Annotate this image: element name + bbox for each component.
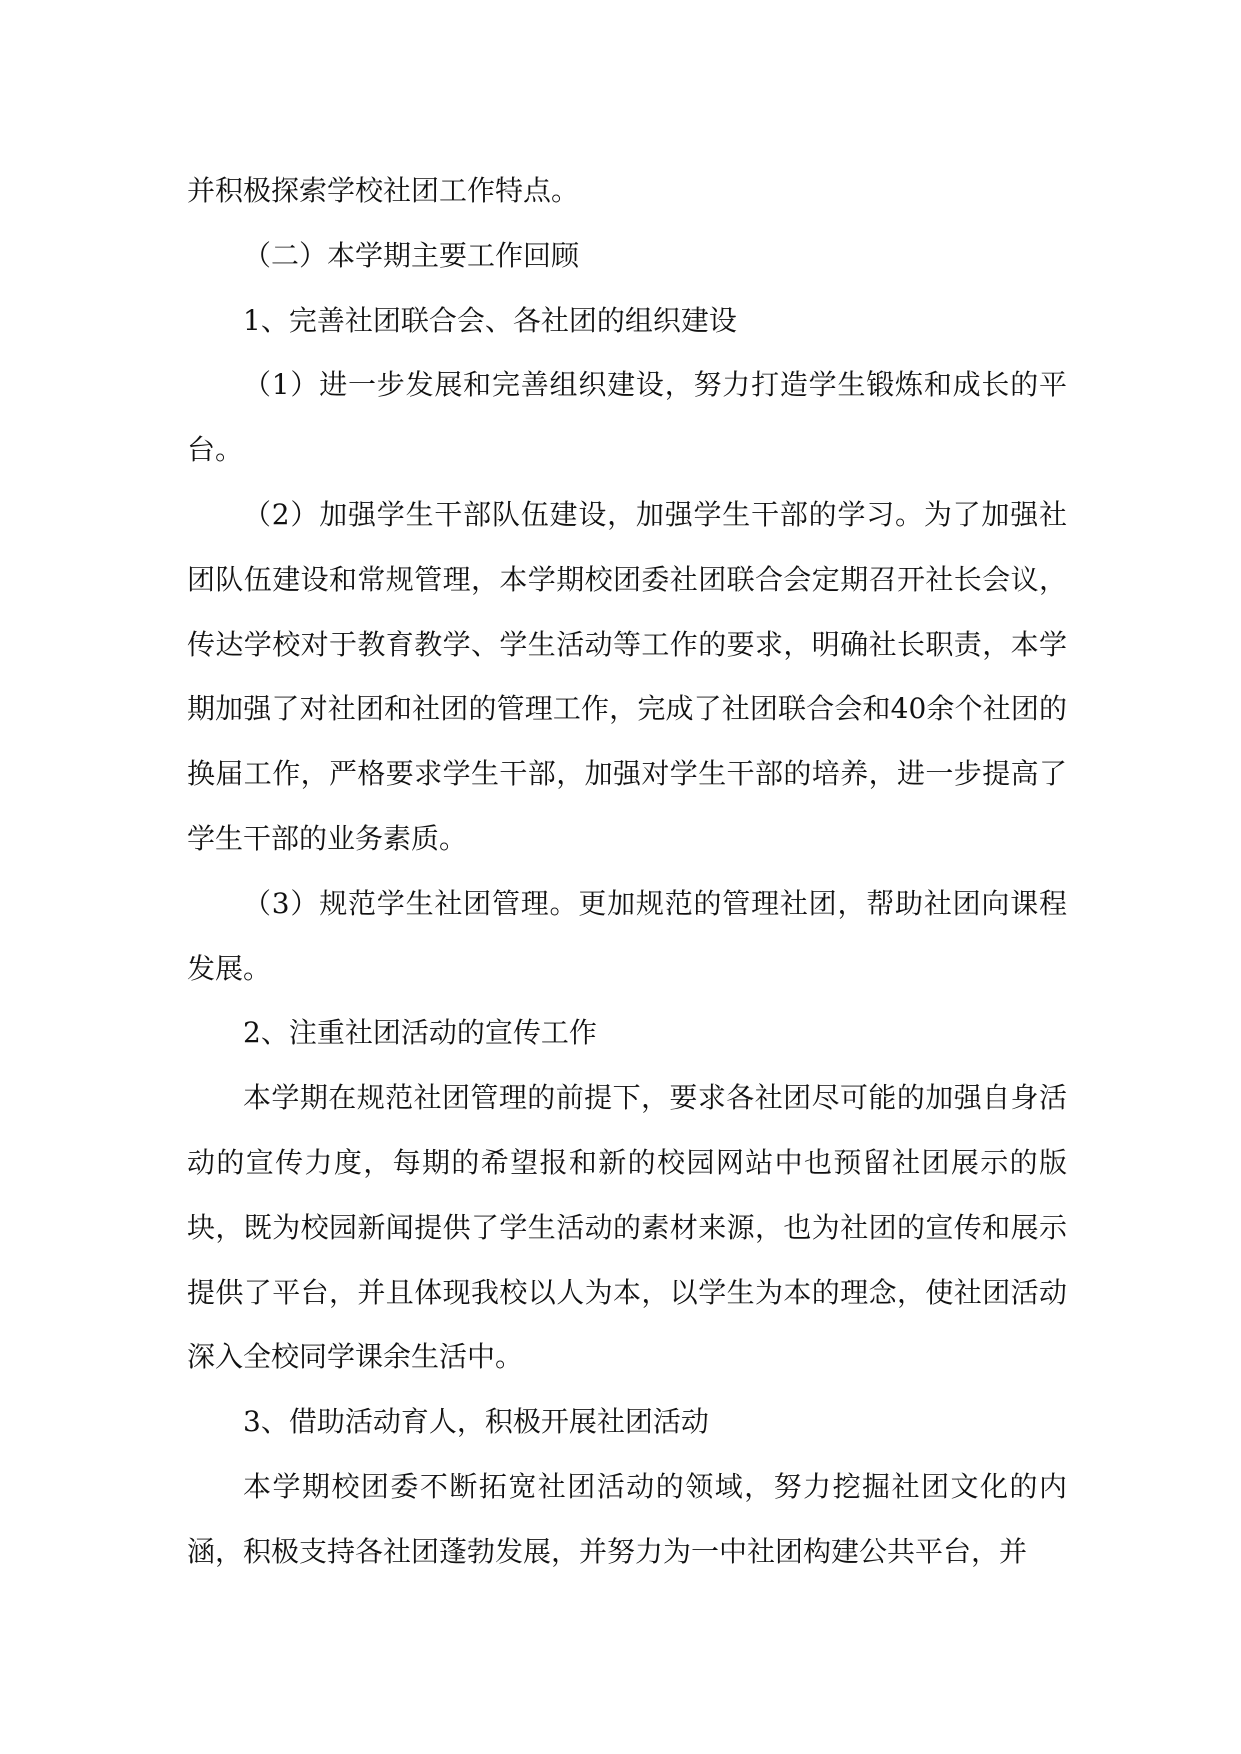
subsection-heading-2: 2、注重社团活动的宣传工作: [243, 1016, 597, 1050]
paragraph-2: 本学期在规范社团管理的前提下，要求各社团尽可能的加强自身活动的宣传力度，每期的希望报和新的校园网站中也预留社团展示的版块，既为校园新闻提供了学生活动的素材来源，也为社团的宣传和展示提供了平台，并且体现我校以人为本，以学生为本的理念，使社团活动深入全校同学课余生活中。: [187, 1081, 1067, 1374]
paragraph-continued: 并积极探索学校社团工作特点。: [187, 174, 580, 207]
subsection-heading-1: 1、完善社团联合会、各社团的组织建设: [243, 303, 737, 337]
document-body: [187, 159, 1067, 1585]
paragraph-1-3: （3）规范学生社团管理。更加规范的管理社团，帮助社团向课程发展。: [187, 886, 1067, 985]
paragraph-1-1: （1）进一步发展和完善组织建设，努力打造学生锻炼和成长的平台。: [187, 368, 1067, 467]
paragraph-3: 本学期校团委不断拓宽社团活动的领域，努力挖掘社团文化的内涵，积极支持各社团蓬勃发展，并努力为一中社团构建公共平台，并: [187, 1469, 1067, 1568]
paragraph-1-2: （2）加强学生干部队伍建设，加强学生干部的学习。为了加强社团队伍建设和常规管理，本学期校团委社团联合会定期召开社长会议，传达学校对于教育教学、学生活动等工作的要求，明确社长职责，本学期加强了对社团和社团的管理工作，完成了社团联合会和40余个社团的换届工作，严格要求学生干部，加强对学生干部的培养，进一步提高了学生干部的业务素质。: [187, 497, 1067, 855]
section-heading: （二）本学期主要工作回顾: [243, 238, 580, 272]
subsection-heading-3: 3、借助活动育人，积极开展社团活动: [243, 1405, 709, 1439]
